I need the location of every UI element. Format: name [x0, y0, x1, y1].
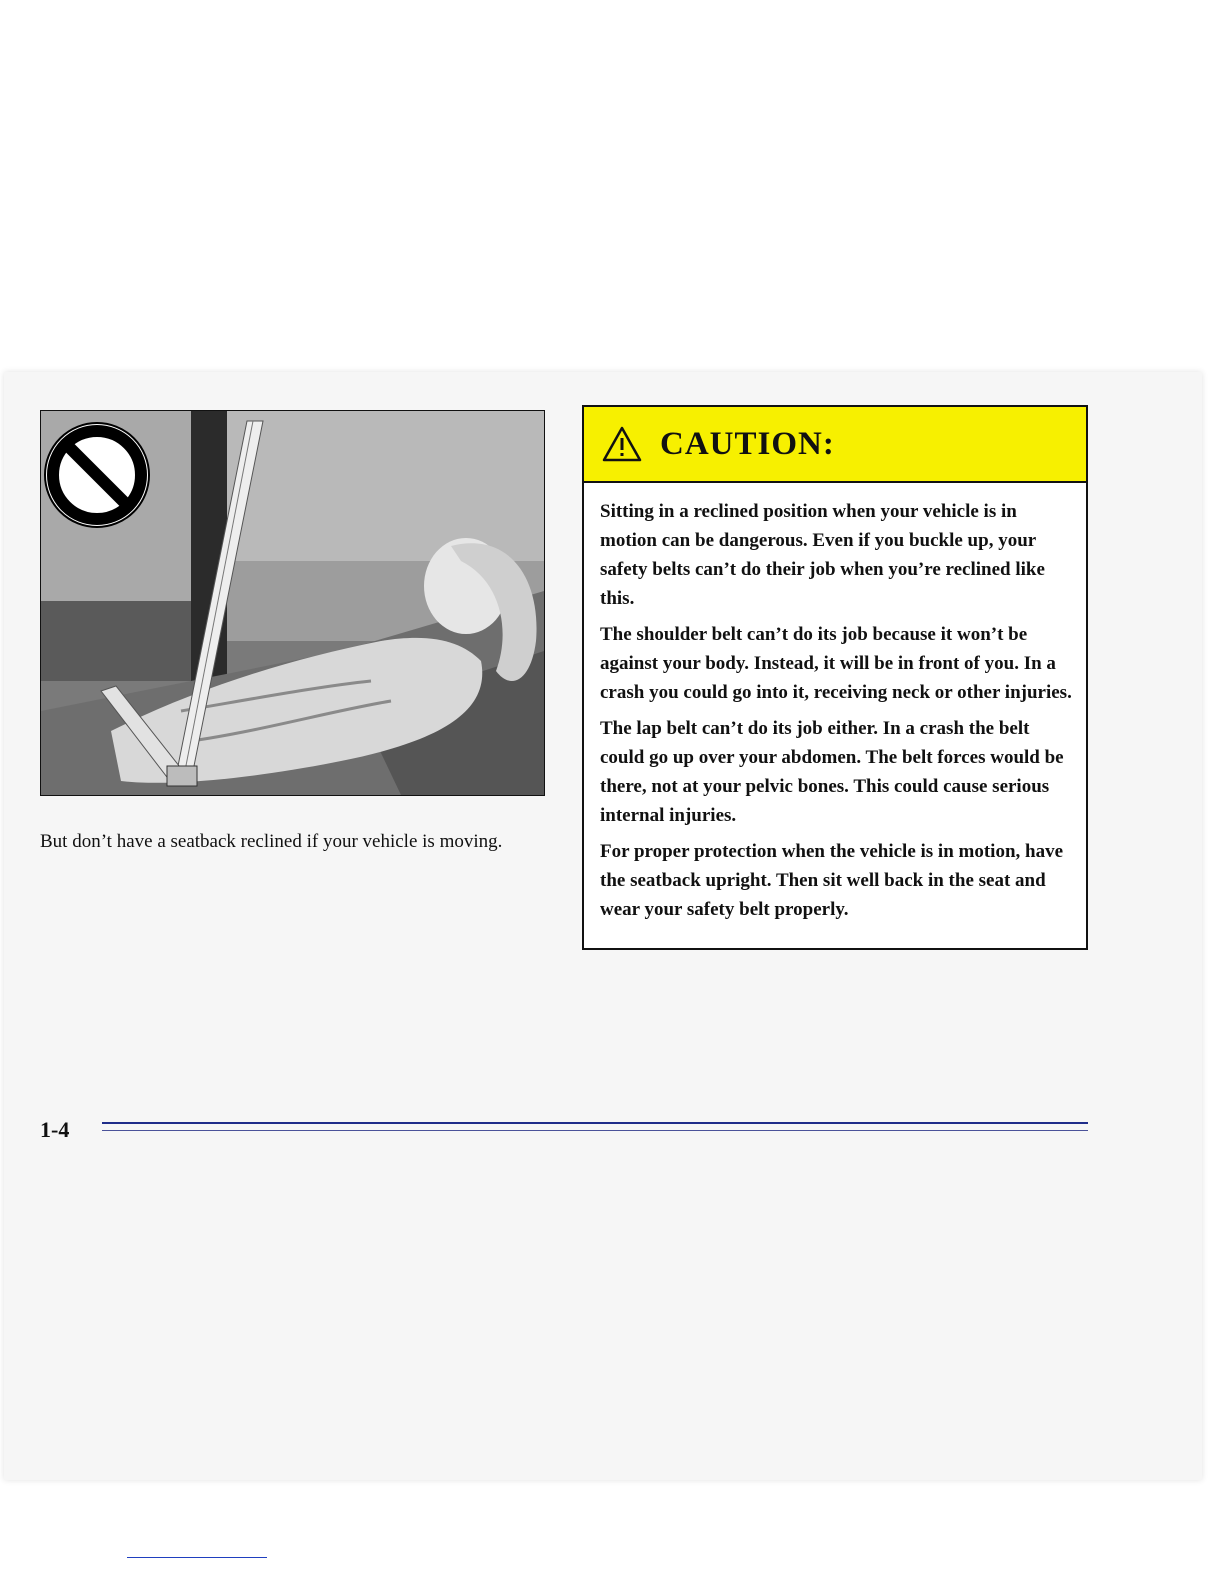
- footer-rule: [102, 1122, 1088, 1124]
- manual-page: [4, 372, 1202, 1480]
- reclined-seat-illustration: [40, 410, 545, 796]
- illustration-caption: But don’t have a seatback reclined if your vehicle is moving.: [40, 831, 503, 852]
- caution-paragraph: The shoulder belt can’t do its job because it won’t be against your body. Instead, it will be in front of you. In a crash you could go into it, receiving neck or other injuries.: [600, 624, 1072, 703]
- link-underline: [127, 1557, 267, 1558]
- caution-box: [582, 405, 1088, 950]
- warning-triangle-icon: [602, 426, 642, 462]
- footer-rule-thin: [102, 1130, 1088, 1131]
- caution-paragraph: For proper protection when the vehicle is in motion, have the seatback upright. Then sit well back in the seat and wear your safety belt properly.: [600, 841, 1064, 920]
- caution-title: CAUTION:: [660, 425, 835, 462]
- caution-paragraph: The lap belt can’t do its job either. In a crash the belt could go up over your abdomen. The belt forces would be there, not at your pelvic bones. This could cause serious internal injuries.: [600, 718, 1064, 826]
- caution-header: [584, 407, 1086, 483]
- prohibition-icon: [45, 423, 149, 527]
- caution-body: [584, 483, 1086, 924]
- page-number: 1-4: [40, 1117, 70, 1142]
- caution-paragraph: Sitting in a reclined position when your vehicle is in motion can be dangerous. Even if you buckle up, your safety belts can’t do their job when you’re reclined like this.: [600, 501, 1045, 609]
